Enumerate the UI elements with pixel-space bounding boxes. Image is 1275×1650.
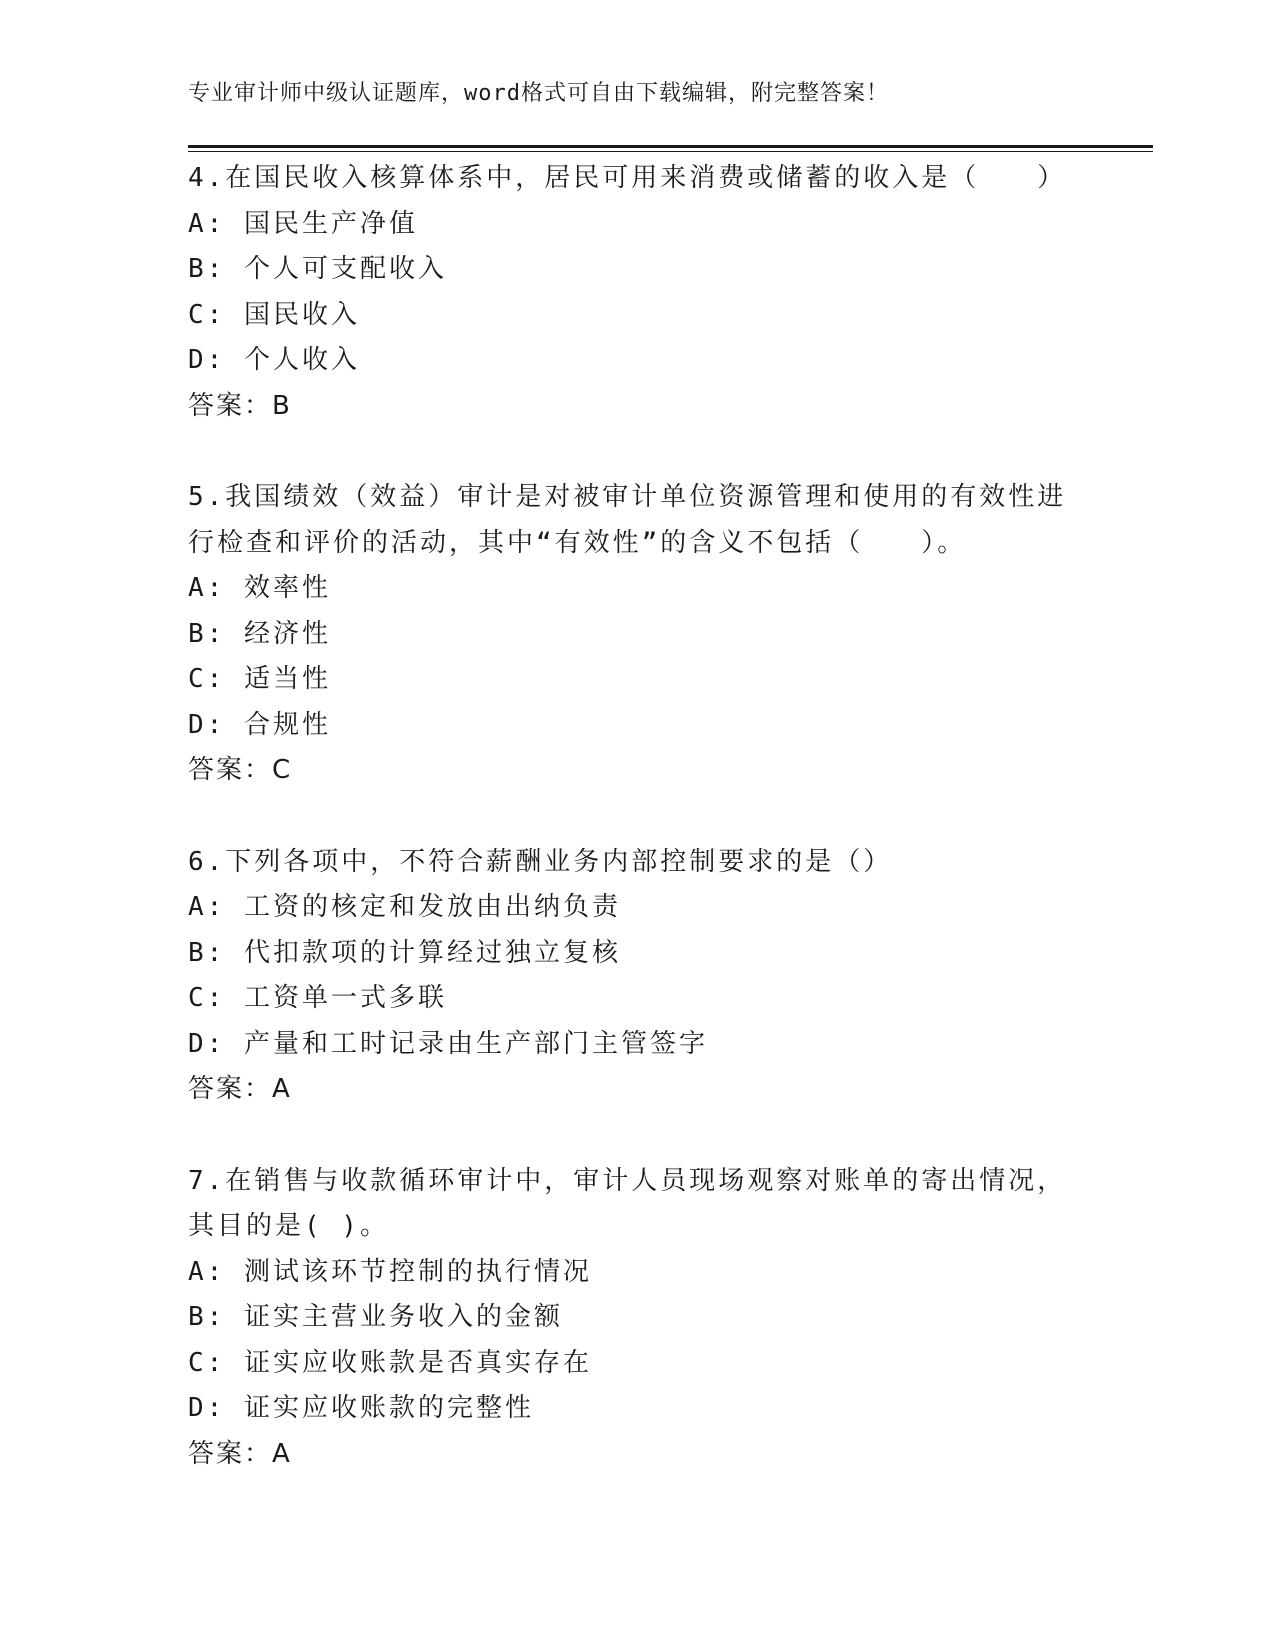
- question-6: [188, 840, 1088, 1113]
- question-text-cont: 行检查和评价的活动，其中“有效性”的含义不包括（ ）。: [188, 527, 967, 558]
- option-c: C: 证实应收账款是否真实存在: [188, 1347, 592, 1378]
- header-rule-thick: [188, 145, 1153, 148]
- option-c: C: 工资单一式多联: [188, 983, 447, 1013]
- answer: 答案：A: [188, 1438, 292, 1469]
- answer: 答案：B: [188, 390, 292, 421]
- question-text-cont: 其目的是( )。: [188, 1211, 389, 1241]
- option-d: D: 证实应收账款的完整性: [188, 1393, 534, 1423]
- question-list: [188, 156, 1088, 1523]
- option-d: D: 合规性: [188, 709, 331, 740]
- question-text: 7.在销售与收款循环审计中，审计人员现场观察对账单的寄出情况，: [188, 1165, 1067, 1196]
- option-d: D: 个人收入: [188, 345, 360, 375]
- option-d: D: 产量和工时记录由生产部门主管签字: [188, 1028, 708, 1059]
- option-a: A: 国民生产净值: [188, 208, 418, 239]
- option-a: A: 测试该环节控制的执行情况: [188, 1256, 592, 1287]
- page-header: 专业审计师中级认证题库，word格式可自由下载编辑，附完整答案！: [188, 81, 889, 106]
- question-text: 6.下列各项中，不符合薪酬业务内部控制要求的是（）: [188, 846, 893, 877]
- question-7: [188, 1159, 1088, 1478]
- answer: 答案：C: [188, 755, 293, 785]
- question-5: [188, 475, 1088, 794]
- option-b: B: 代扣款项的计算经过独立复核: [188, 937, 621, 968]
- question-text: 4.在国民收入核算体系中，居民可用来消费或储蓄的收入是（ ）: [188, 163, 1067, 193]
- header-rule-thin: [188, 151, 1153, 152]
- question-4: [188, 156, 1088, 429]
- option-b: B: 经济性: [188, 618, 331, 649]
- option-b: B: 个人可支配收入: [188, 254, 447, 284]
- option-c: C: 国民收入: [188, 299, 360, 330]
- option-a: A: 效率性: [188, 573, 331, 603]
- answer: 答案：A: [188, 1074, 292, 1104]
- option-c: C: 适当性: [188, 664, 331, 694]
- option-a: A: 工资的核定和发放由出纳负责: [188, 892, 621, 922]
- option-b: B: 证实主营业务收入的金额: [188, 1302, 563, 1332]
- question-text: 5.我国绩效（效益）审计是对被审计单位资源管理和使用的有效性进: [188, 482, 1067, 512]
